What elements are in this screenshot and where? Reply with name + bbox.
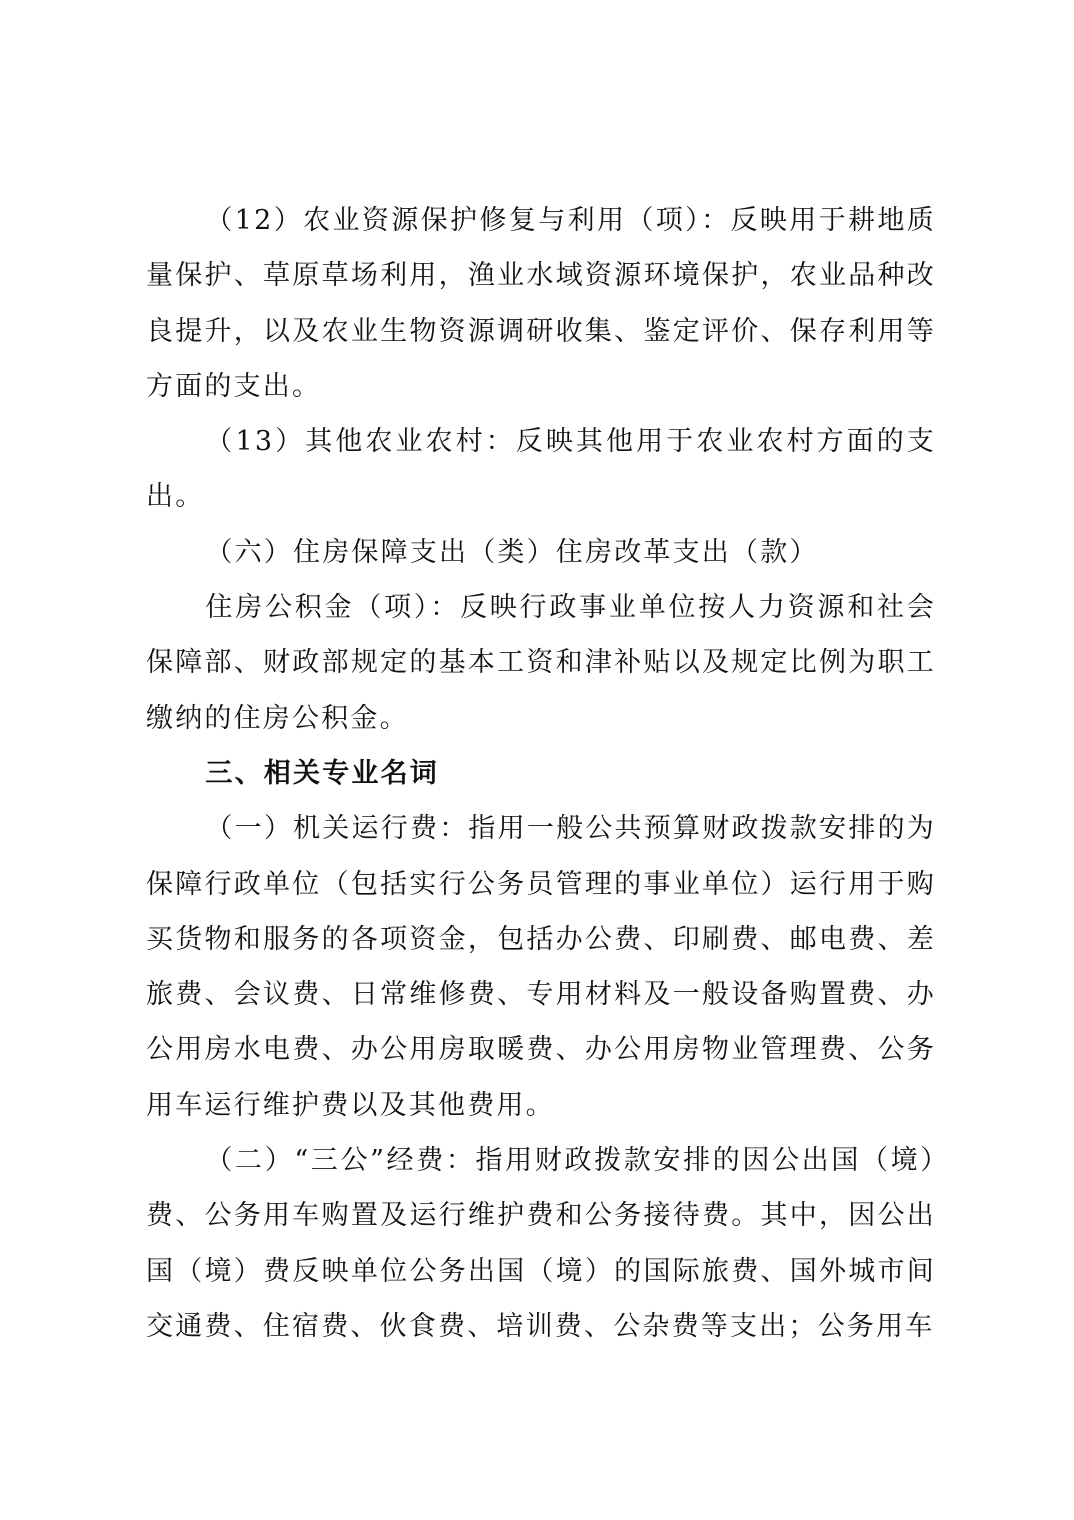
paragraph-agri-resource-protection: （12）农业资源保护修复与利用（项）：反映用于耕地质量保护、草原草场利用，渔业水域资源环境保护，农业品种改良提升，以及农业生物资源调研收集、鉴定评价、保存利用等方面的支出。 <box>146 205 936 402</box>
paragraph-housing-security-heading: （六）住房保障支出（类）住房改革支出（款） <box>205 536 819 568</box>
document-body <box>146 193 936 1354</box>
paragraph-term-three-public-expenses: （二）“三公”经费：指用财政拨款安排的因公出国（境）费、公务用车购置及运行维护费和公务接待费。其中，因公出国（境）费反映单位公务出国（境）的国际旅费、国外城市间交通费、住宿费、伙食费、培训费、公杂费等支出；公务用车 <box>146 1145 936 1342</box>
paragraph-other-agri-rural: （13）其他农业农村：反映其他用于农业农村方面的支出。 <box>146 426 936 513</box>
section-heading-terms: 三、相关专业名词 <box>205 757 439 789</box>
paragraph-housing-provident-fund: 住房公积金（项）：反映行政事业单位按人力资源和社会保障部、财政部规定的基本工资和津补贴以及规定比例为职工缴纳的住房公积金。 <box>146 592 936 734</box>
paragraph-term-operating-costs: （一）机关运行费：指用一般公共预算财政拨款安排的为保障行政单位（包括实行公务员管理的事业单位）运行用于购买货物和服务的各项资金，包括办公费、印刷费、邮电费、差旅费、会议费、日常维修费、专用材料及一般设备购置费、办公用房水电费、办公用房取暖费、办公用房物业管理费、公务用车运行维护费以及其他费用。 <box>146 813 936 1121</box>
